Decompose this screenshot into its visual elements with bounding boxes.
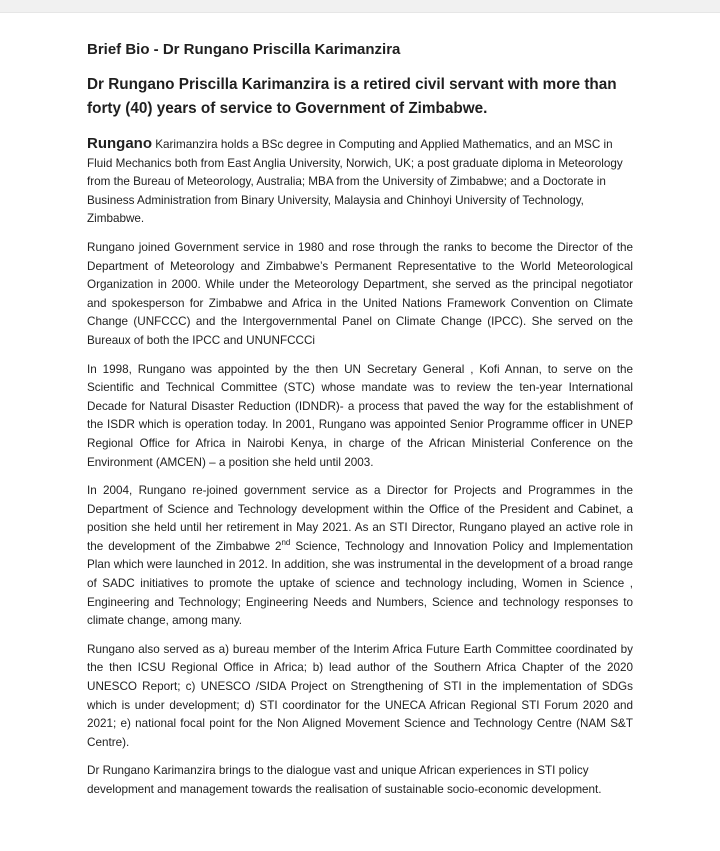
paragraph-education — [87, 135, 633, 229]
paragraph-government-service: Rungano joined Government service in 1980 and rose through the ranks to become the Director of the Department of Meteorology and Zimbabwe’s Permanent Representative to the World Meteorological Organization in 2000. While under the Meteorology Department, she served as the principal negotiator and spokesperson for Zimbabwe and Africa in the United Nations Framework Convention on Climate Change (UNFCCC) and the Intergovernmental Panel on Climate Change (IPCC). She served on the Bureaux of both the IPCC and UNUNFCCCi — [87, 240, 633, 347]
document-page — [87, 40, 633, 810]
paragraph-education-text: Karimanzira holds a BSc degree in Computing and Applied Mathematics, and an MSC in Fluid Mechanics both from East Anglia University, Norwich, UK; a post graduate diploma in Meteorology from the Bureau of Meteorology, Australia; MBA from the University of Zimbabwe; and a Doctorate in Business Administration from Binary University, Malaysia and Chinhoyi University of Technology, Zimbabwe. — [87, 138, 623, 226]
paragraph-lead-word: Rungano — [87, 135, 152, 152]
paragraph-other-roles: Rungano also served as a) bureau member of the Interim Africa Future Earth Committee coordinated by the then ICSU Regional Office in Africa; b) lead author of the Southern Africa Chapter of the 2020 UNESCO Report; c) UNESCO /SIDA Project on Strengthening of STI in the implementation of SDGs which is under development; d) STI coordinator for the UNECA African Regional STI Forum 2020 and 2021; e) national focal point for the Non Aligned Movement Science and Technology Centre (NAM S&T Centre). — [87, 642, 633, 749]
paragraph-un-appointment: In 1998, Rungano was appointed by the then UN Secretary General , Kofi Annan, to serve on the Scientific and Technical Committee (STC) whose mandate was to review the ten-year International Decade for Natural Disaster Reduction (IDNDR)- a process that paved the way for the establishment of the ISDR which is operation today. In 2001, Rungano was appointed Senior Programme officer in UNEP Regional Office for Africa in Nairobi Kenya, in charge of the African Ministerial Conference on the Environment (AMCEN) – a position she held until 2003. — [87, 362, 633, 469]
paragraph-closing: Dr Rungano Karimanzira brings to the dialogue vast and unique African experiences in STI policy development and management towards the realisation of sustainable socio-economic development. — [87, 764, 602, 796]
viewer-top-bar — [0, 0, 720, 13]
paragraph-sti-text-1: In 2004, Rungano re-joined government service as a Director for Projects and Programmes in the Department of Science and Technology development within the Office of the President and Cabinet, a position she held until her retirement in May 2021. As an STI Director, Rungano played an active role in the development of the Zimbabwe 2 — [87, 484, 633, 553]
document-title: Brief Bio - Dr Rungano Priscilla Karimanzira — [87, 41, 401, 58]
superscript-ordinal: nd — [281, 537, 291, 547]
paragraph-sti-director — [87, 482, 633, 631]
paragraph-sti-text-2: Science, Technology and Innovation Policy and Implementation Plan which were launched in 2012. In addition, she was instrumental in the development of a broad range of SADC initiatives to promote the uptake of science and technology including, Women in Science , Engineering and Technology; Engineering Needs and Numbers, Science and technology responses to climate change, among many. — [87, 539, 633, 628]
lead-statement: Dr Rungano Priscilla Karimanzira is a retired civil servant with more than forty (40) years of service to Government of Zimbabwe. — [87, 76, 617, 117]
